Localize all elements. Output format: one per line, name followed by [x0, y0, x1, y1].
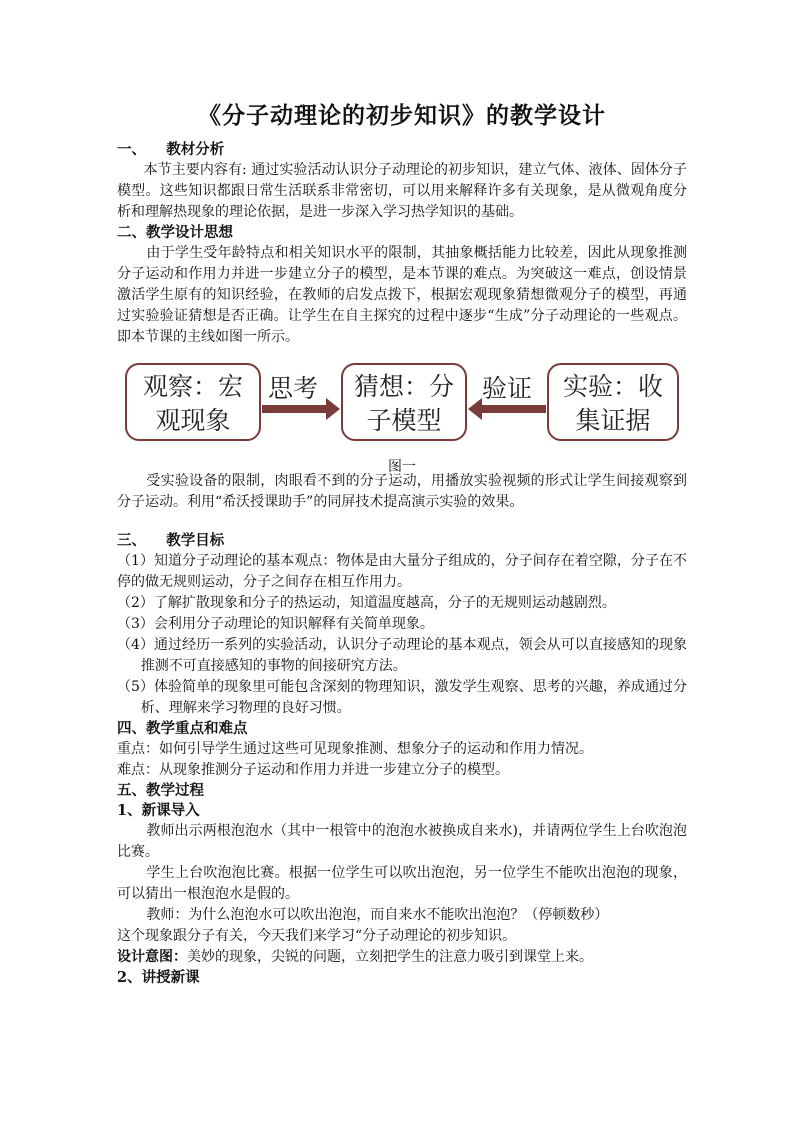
goal-item-2: （2）了解扩散现象和分子的热运动，知道温度越高，分子的无规则运动越剧烈。 [117, 595, 616, 611]
section-heading-teaching-process: 五、教学过程 [117, 782, 204, 799]
design-intent-label: 设计意图： [117, 949, 187, 965]
flow-box-experiment-line1: 实验：收 [562, 372, 663, 401]
document-page [117, 100, 687, 988]
spacer [117, 513, 687, 531]
flow-label-think: 思考 [268, 374, 319, 403]
goal-item-5: （5）体验简单的现象里可能包含深刻的物理知识，激发学生观察、思考的兴趣，养成通过分析、理解来学习物理的良好习惯。 [117, 679, 687, 716]
design-intent-text: 美妙的现象，尖锐的问题，立刻把学生的注意力吸引到课堂上来。 [187, 949, 593, 965]
section-heading-textbook-analysis: 一、 教材分析 [117, 141, 225, 158]
subsection-heading-introduction: 1、新课导入 [117, 802, 200, 819]
flow-label-verify: 验证 [482, 374, 533, 403]
introduction-paragraph-2: 学生上台吹泡泡比赛。根据一位学生可以吹出泡泡，另一位学生不能吹出泡泡的现象，可以猜出一根泡泡水是假的。 [117, 865, 687, 902]
introduction-paragraph-3b: 这个现象跟分子有关，今天我们来学习“分子动理论的初步知识。 [117, 928, 517, 944]
goal-item-4: （4）通过经历一系列的实验活动，认识分子动理论的基本观点，领会从可以直接感知的现象推测不可直接感知的事物的间接研究方法。 [117, 637, 687, 674]
difficult-point-text: 难点：从现象推测分子运动和作用力并进一步建立分子的模型。 [117, 762, 509, 778]
section-heading-key-difficult: 四、教学重点和难点 [117, 720, 248, 737]
flow-box-observe [125, 363, 261, 441]
main-line-flow-diagram [125, 357, 685, 457]
figure-caption-text: 图一 [388, 459, 416, 475]
flow-arrow-left [480, 405, 546, 413]
flow-box-guess [341, 363, 467, 441]
document-title: 《分子动理论的初步知识》的教学设计 [198, 102, 606, 129]
design-intent-line [117, 947, 687, 968]
textbook-analysis-paragraph: 本节主要内容有: 通过实验活动认识分子动理论的初步知识，建立气体、液体、固体分子模型。这些知识都跟日常生活联系非常密切，可以用来解释许多有关现象，是从微观角度分析和理解热现象的理论依据，是进一步深入学习热学知识的基础。 [117, 162, 687, 220]
flow-box-experiment-line2: 集证据 [575, 406, 651, 435]
section-heading-teaching-goals: 三、 教学目标 [117, 532, 225, 549]
key-point-text: 重点：如何引导学生通过这些可见现象推测、想象分子的运动和作用力情况。 [117, 741, 593, 757]
flow-arrow-right [262, 405, 328, 413]
flow-box-guess-line2: 子模型 [366, 406, 442, 435]
design-idea-paragraph: 由于学生受年龄特点和相关知识水平的限制，其抽象概括能力比较差，因此从现象推测分子运动和作用力并进一步建立分子的模型，是本节课的难点。为突破这一难点，创设情景激活学生原有的知识经验，在教师的启发点拨下，根据宏观现象猜想微观分子的模型，再通过实验验证猜想是否正确。让学生在自主探究的过程中逐步“生成”分子动理论的一些观点。即本节课的主线如图一所示。 [117, 245, 687, 345]
section-heading-design-idea: 二、教学设计思想 [117, 224, 233, 241]
flow-box-observe-line1: 观察：宏 [142, 372, 243, 401]
flow-box-observe-line2: 观现象 [155, 406, 231, 435]
goal-item-1: （1）知道分子动理论的基本观点：物体是由大量分子组成的，分子间存在着空隙，分子在不停的做无规则运动，分子之间存在相互作用力。 [117, 553, 687, 590]
goal-item-3: （3）会利用分子动理论的知识解释有关简单现象。 [117, 616, 434, 632]
flow-box-experiment [547, 363, 679, 441]
introduction-paragraph-1: 教师出示两根泡泡水（其中一根管中的泡泡水被换成自来水)，并请两位学生上台吹泡泡比赛。 [117, 823, 687, 860]
video-experiment-paragraph: 受实验设备的限制，肉眼看不到的分子运动，用播放实验视频的形式让学生间接观察到分子运动。利用“希沃授课助手”的同屏技术提高演示实验的效果。 [117, 473, 687, 510]
introduction-paragraph-3a: 教师：为什么泡泡水可以吹出泡泡，而自来水不能吹出泡泡？（停顿数秒） [146, 907, 609, 923]
subsection-heading-new-lesson: 2、讲授新课 [117, 969, 200, 986]
flow-box-guess-line1: 猜想：分 [353, 372, 454, 401]
figure-caption [117, 457, 687, 475]
